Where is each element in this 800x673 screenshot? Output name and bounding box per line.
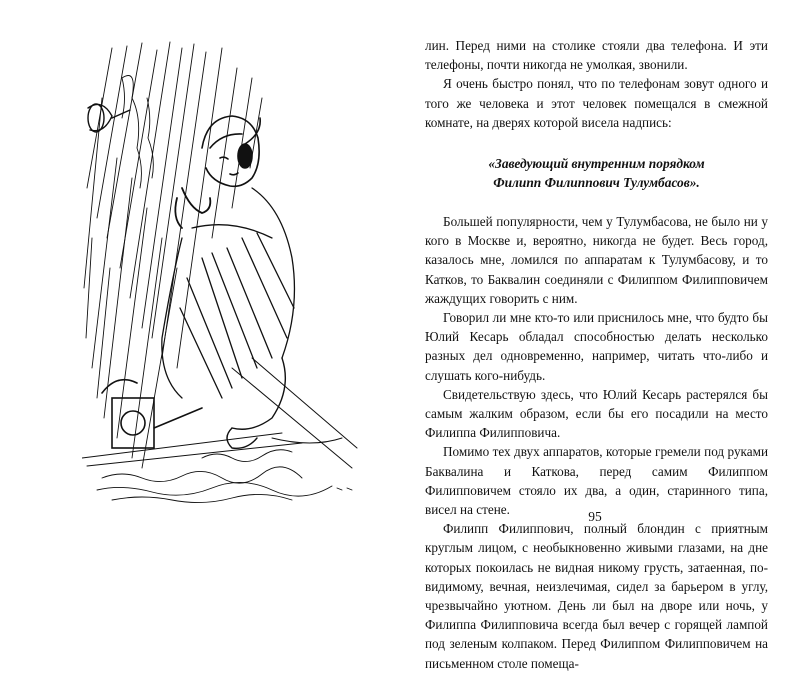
paragraph: Большей популярности, чем у Тулумбасова, не было ни у кого в Москве и, вероятно, никогда не будет. Весь город, казалось мне, ломился по аппаратам к Тулумбасову, и то Катков, то Баквалин соединяли с Филиппом Филипповичем жаждущих говорить с ним. bbox=[425, 214, 768, 306]
paragraph: Помимо тех двух аппаратов, которые гремели под руками Баквалина и Каткова, перед самим Филиппом Филипповичем стояло их два, а один, старинного типа, висел на стене. bbox=[425, 444, 768, 518]
text-page bbox=[425, 36, 768, 673]
sketch-illustration bbox=[82, 38, 360, 506]
page-number: 95 bbox=[588, 509, 602, 524]
desk-lines bbox=[82, 358, 357, 468]
telephone-receiver bbox=[175, 188, 210, 228]
paragraph: лин. Перед ними на столике стояли два телефона. И эти телефоны, почти никогда не умолкая, звонили. bbox=[425, 38, 768, 73]
notice-line: Филипп Филиппович Тулумбасов». bbox=[493, 175, 700, 191]
paragraph: Свидетельствую здесь, что Юлий Кесарь растерялся бы самым жалким образом, если бы его посадили на место Филиппа Филипповича. bbox=[425, 386, 768, 441]
paragraph: Филипп Филиппович, полный блондин с приятным круглым лицом, с необыкновенно живыми глазами, на дне которых покоилась не видная никому грусть, затаенная, по-видимому, вечная, неизлечимая, сидел за барьером в углу, чрезвычайно уютном. День ли был на дворе или ночь, у Филиппа Филипповича всегда был вечер с горящей лампой под зеленым колпаком. Перед Филиппом Филипповичем на письменном столе помеща- bbox=[425, 521, 768, 671]
sketch-drawing bbox=[82, 38, 360, 506]
notice-line: «Заведующий внутренним порядком bbox=[488, 156, 705, 172]
door-notice bbox=[425, 154, 768, 192]
paragraph: Я очень быстро понял, что по телефонам зовут одного и того же человека и этот человек помещался в смежной комнате, на дверях которой висела надпись: bbox=[425, 76, 768, 130]
man-head bbox=[202, 116, 260, 186]
paragraph: Говорил ли мне кто-то или приснилось мне, что будто бы Юлий Кесарь обладал способностью делать несколько разных дел одновременно, например, читать что-либо и слушать кого-нибудь. bbox=[425, 310, 768, 383]
handwriting-scribbles bbox=[97, 76, 352, 503]
hatching-lines bbox=[84, 42, 262, 468]
